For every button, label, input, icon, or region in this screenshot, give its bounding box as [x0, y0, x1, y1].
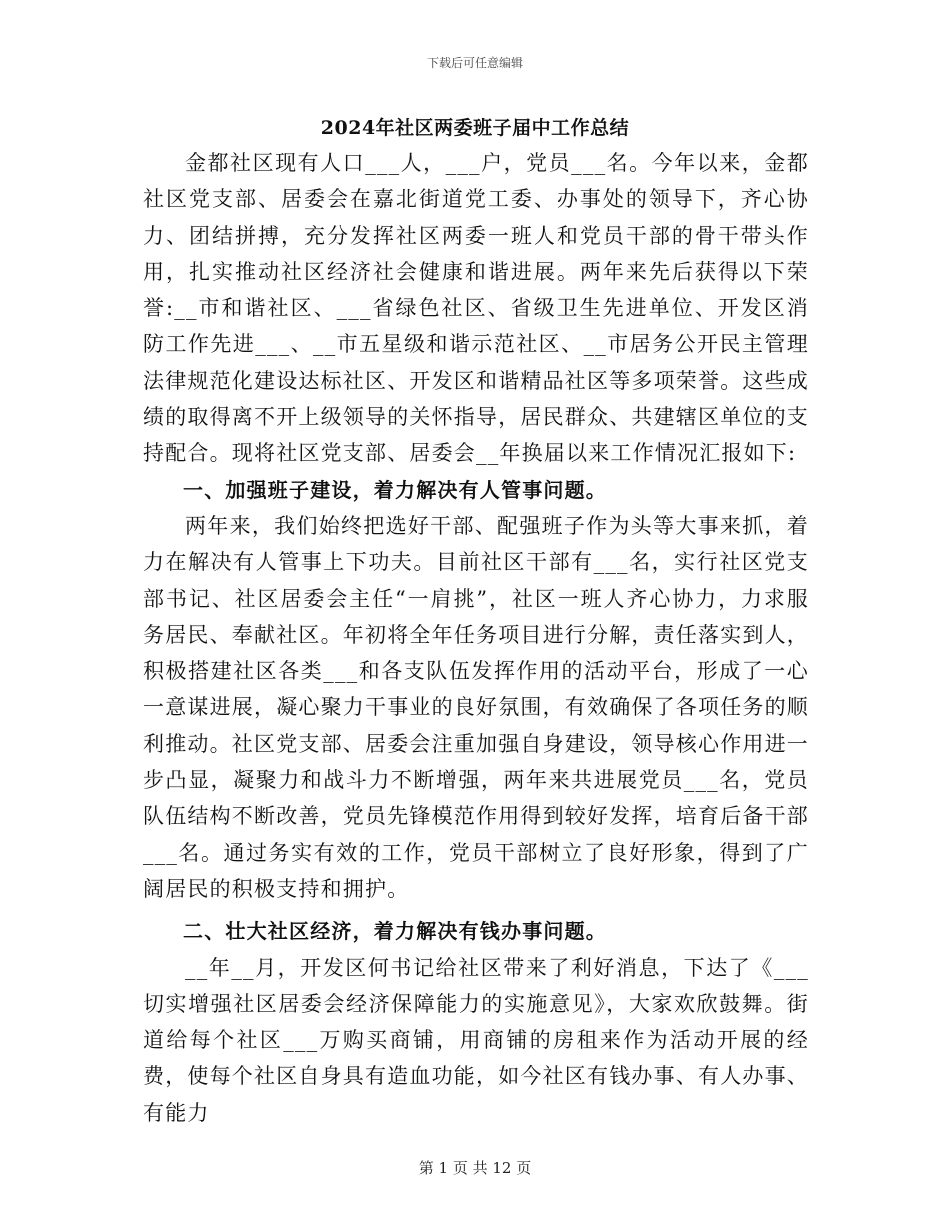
document-body [143, 145, 809, 1131]
document-title: 2024年社区两委班子届中工作总结 [320, 117, 630, 139]
section-1-paragraph: 两年来，我们始终把选好干部、配强班子作为头等大事来抓，着力在解决有人管事上下功夫。目前社区干部有___名，实行社区党支部书记、社区居委会主任“一肩挑”，社区一班人齐心协力，力求服务居民、奉献社区。年初将全年任务项目进行分解，责任落实到人，积极搭建社区各类___和各支队伍发挥作用的活动平台，形成了一心一意谋进展，凝心聚力干事业的良好氛围，有效确保了各项任务的顺利推动。社区党支部、居委会注重加强自身建设，领导核心作用进一步凸显，凝聚力和战斗力不断增强，两年来共进展党员___名，党员队伍结构不断改善，党员先锋模范作用得到较好发挥，培育后备干部___名。通过务实有效的工作，党员干部树立了良好形象，得到了广阔居民的积极支持和拥护。 [143, 513, 809, 901]
intro-paragraph: 金都社区现有人口___人，___户，党员___名。今年以来，金都社区党支部、居委会在嘉北街道党工委、办事处的领导下，齐心协力、团结拼搏，充分发挥社区两委一班人和党员干部的骨干带头作用，扎实推动社区经济社会健康和谐进展。两年来先后获得以下荣誉:__市和谐社区、___省绿色社区、省级卫生先进单位、开发区消防工作先进___、__市五星级和谐示范社区、__市居务公开民主管理法律规范化建设达标社区、开发区和谐精品社区等多项荣誉。这些成绩的取得离不开上级领导的关怀指导，居民群众、共建辖区单位的支持配合。现将社区党支部、居委会__年换届以来工作情况汇报如下: [143, 151, 809, 466]
page-number: 第 1 页 共 12 页 [418, 1159, 532, 1177]
page-header-note: 下载后可任意编辑 [426, 56, 523, 70]
section-heading-2: 二、壮大社区经济，着力解决有钱办事问题。 [183, 919, 607, 944]
section-2-paragraph: __年__月，开发区何书记给社区带来了利好消息，下达了《___切实增强社区居委会经济保障能力的实施意见》，大家欢欣鼓舞。街道给每个社区___万购买商铺，用商铺的房租来作为活动开展的经费，使每个社区自身具有造血功能，如今社区有钱办事、有人办事、有能力 [143, 955, 809, 1125]
section-heading-1: 一、加强班子建设，着力解决有人管事问题。 [183, 477, 607, 502]
